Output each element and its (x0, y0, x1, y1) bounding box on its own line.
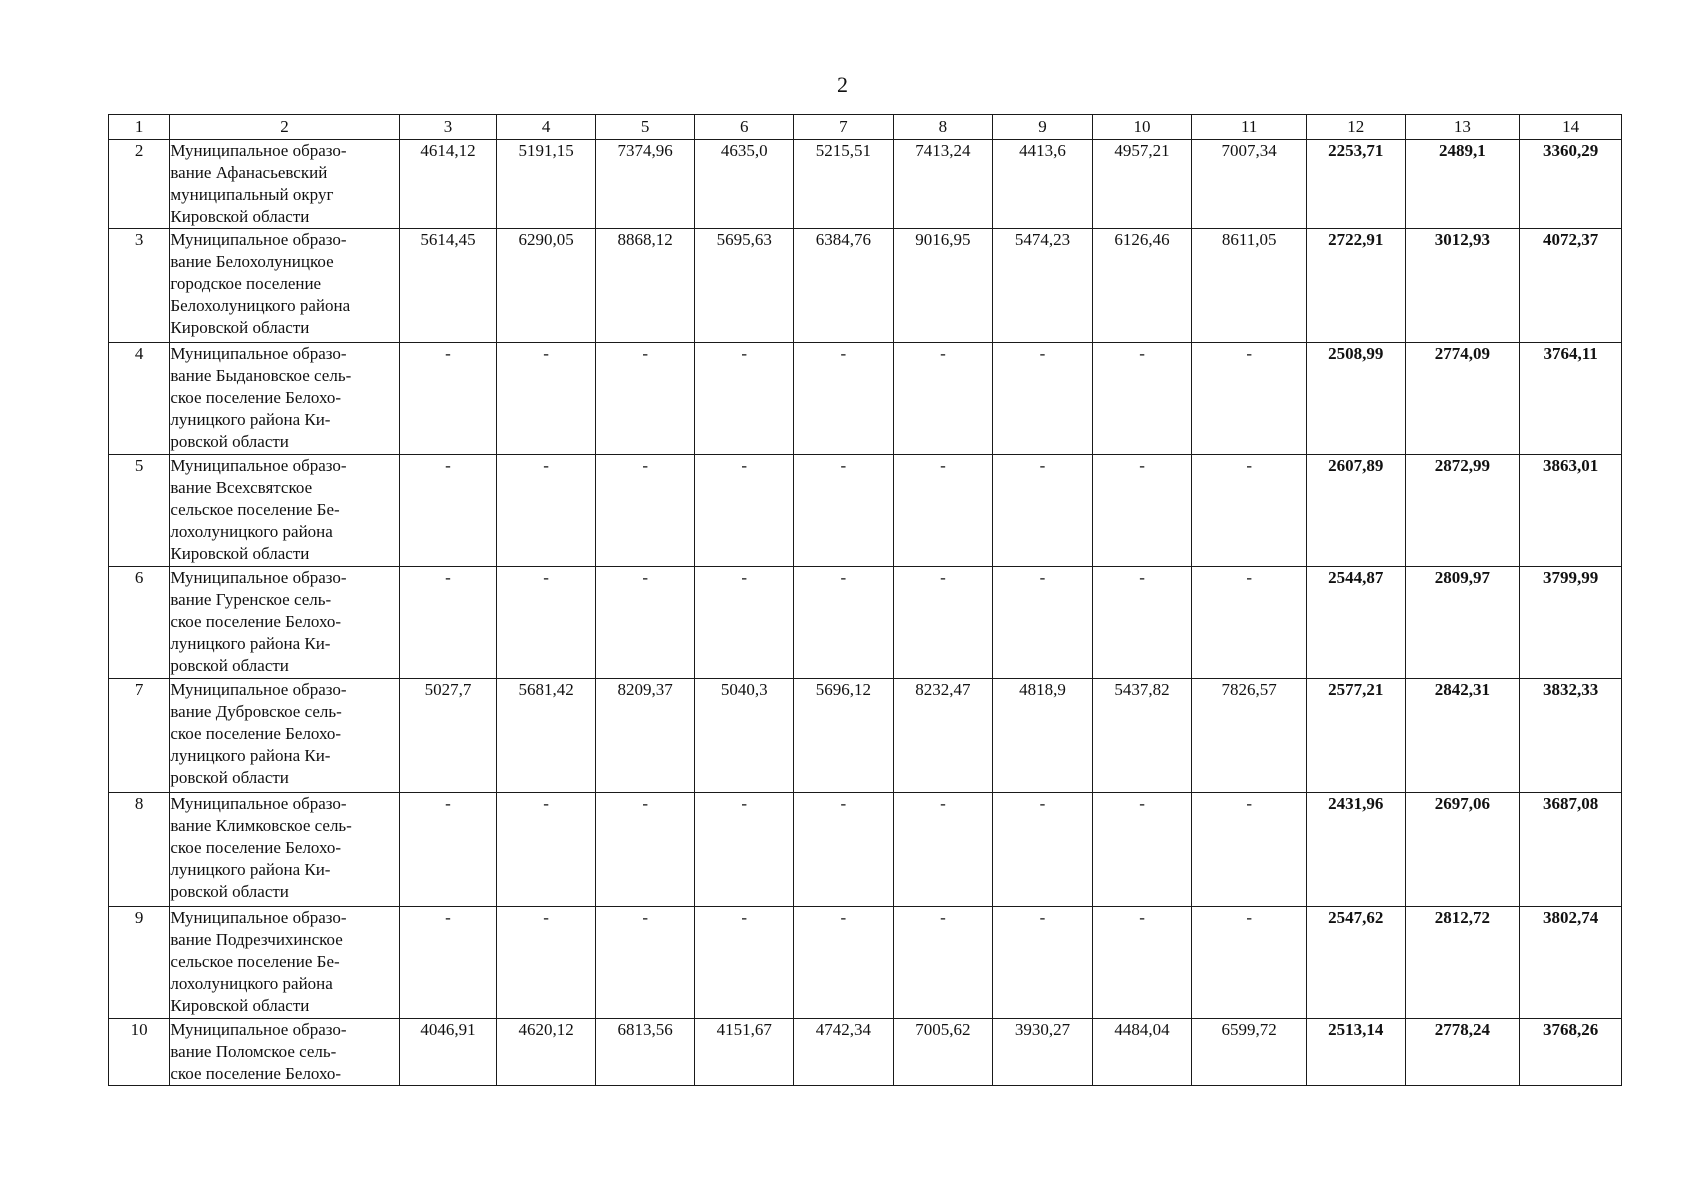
value-cell-col-6: 5695,63 (695, 229, 794, 343)
column-header-7: 7 (794, 115, 894, 140)
column-header-5: 5 (595, 115, 695, 140)
column-header-2: 2 (170, 115, 399, 140)
municipality-name: Муниципальное образо- вание Всехсвятское сельское поселение Бе- лохолуницкого района Кировской области (170, 455, 399, 567)
value-cell-col-8: - (893, 343, 993, 455)
value-cell-col-11: - (1192, 343, 1307, 455)
table-row (109, 140, 1622, 229)
row-number: 8 (109, 793, 170, 907)
value-cell-col-3: 5027,7 (399, 679, 497, 793)
value-cell-col-13: 2872,99 (1405, 455, 1520, 567)
row-number: 9 (109, 907, 170, 1019)
value-cell-col-10: - (1092, 343, 1192, 455)
value-cell-col-10: 5437,82 (1092, 679, 1192, 793)
value-cell-col-7: - (794, 907, 894, 1019)
value-cell-col-12: 2544,87 (1307, 567, 1406, 679)
municipality-name: Муниципальное образо- вание Подрезчихинское сельское поселение Бе- лохолуницкого района Кировской области (170, 907, 399, 1019)
table-body (109, 140, 1622, 1086)
value-cell-col-6: 5040,3 (695, 679, 794, 793)
value-cell-col-12: 2547,62 (1307, 907, 1406, 1019)
value-cell-col-6: - (695, 343, 794, 455)
value-cell-col-13: 2774,09 (1405, 343, 1520, 455)
value-cell-col-5: 8868,12 (595, 229, 695, 343)
value-cell-col-14: 4072,37 (1520, 229, 1622, 343)
municipality-name: Муниципальное образо- вание Дубровское сель- ское поселение Белохо- луницкого района Ки- ровской области (170, 679, 399, 793)
value-cell-col-9: - (993, 907, 1093, 1019)
value-cell-col-10: - (1092, 793, 1192, 907)
municipality-name: Муниципальное образо- вание Быдановское сель- ское поселение Белохо- луницкого района Ки- ровской области (170, 343, 399, 455)
value-cell-col-11: 6599,72 (1192, 1019, 1307, 1086)
value-cell-col-3: 5614,45 (399, 229, 497, 343)
table-row (109, 567, 1622, 679)
value-cell-col-8: - (893, 455, 993, 567)
value-cell-col-7: 6384,76 (794, 229, 894, 343)
value-cell-col-8: 9016,95 (893, 229, 993, 343)
row-number: 4 (109, 343, 170, 455)
value-cell-col-13: 2809,97 (1405, 567, 1520, 679)
value-cell-col-8: - (893, 907, 993, 1019)
page-number: 2 (837, 72, 848, 97)
value-cell-col-9: - (993, 793, 1093, 907)
column-header-10: 10 (1092, 115, 1192, 140)
row-number: 3 (109, 229, 170, 343)
value-cell-col-8: 7413,24 (893, 140, 993, 229)
value-cell-col-10: 4484,04 (1092, 1019, 1192, 1086)
table-row (109, 229, 1622, 343)
value-cell-col-4: - (497, 455, 596, 567)
value-cell-col-12: 2508,99 (1307, 343, 1406, 455)
value-cell-col-7: - (794, 793, 894, 907)
value-cell-col-14: 3360,29 (1520, 140, 1622, 229)
municipality-name: Муниципальное образо- вание Белохолуницкое городское поселение Белохолуницкого района Кировской области (170, 229, 399, 343)
value-cell-col-8: - (893, 793, 993, 907)
value-cell-col-5: - (595, 793, 695, 907)
tariff-table (108, 114, 1622, 1086)
value-cell-col-9: 4818,9 (993, 679, 1093, 793)
column-header-14: 14 (1520, 115, 1622, 140)
value-cell-col-13: 2842,31 (1405, 679, 1520, 793)
value-cell-col-5: - (595, 343, 695, 455)
value-cell-col-3: - (399, 793, 497, 907)
value-cell-col-6: - (695, 455, 794, 567)
value-cell-col-3: 4614,12 (399, 140, 497, 229)
value-cell-col-5: 8209,37 (595, 679, 695, 793)
value-cell-col-3: 4046,91 (399, 1019, 497, 1086)
value-cell-col-6: 4635,0 (695, 140, 794, 229)
value-cell-col-6: - (695, 793, 794, 907)
value-cell-col-7: - (794, 567, 894, 679)
value-cell-col-14: 3764,11 (1520, 343, 1622, 455)
municipality-name: Муниципальное образо- вание Поломское сель- ское поселение Белохо- (170, 1019, 399, 1086)
value-cell-col-12: 2577,21 (1307, 679, 1406, 793)
value-cell-col-11: - (1192, 567, 1307, 679)
value-cell-col-4: 5191,15 (497, 140, 596, 229)
row-number: 6 (109, 567, 170, 679)
value-cell-col-12: 2513,14 (1307, 1019, 1406, 1086)
value-cell-col-12: 2253,71 (1307, 140, 1406, 229)
value-cell-col-3: - (399, 907, 497, 1019)
column-header-3: 3 (399, 115, 497, 140)
column-header-8: 8 (893, 115, 993, 140)
value-cell-col-4: - (497, 567, 596, 679)
value-cell-col-13: 2489,1 (1405, 140, 1520, 229)
value-cell-col-14: 3802,74 (1520, 907, 1622, 1019)
value-cell-col-7: 4742,34 (794, 1019, 894, 1086)
value-cell-col-7: 5215,51 (794, 140, 894, 229)
value-cell-col-4: 5681,42 (497, 679, 596, 793)
value-cell-col-14: 3863,01 (1520, 455, 1622, 567)
value-cell-col-5: 6813,56 (595, 1019, 695, 1086)
value-cell-col-9: 5474,23 (993, 229, 1093, 343)
value-cell-col-11: 7007,34 (1192, 140, 1307, 229)
table-row (109, 679, 1622, 793)
table-header (109, 115, 1622, 140)
municipality-name: Муниципальное образо- вание Афанасьевский муниципальный округ Кировской области (170, 140, 399, 229)
value-cell-col-10: - (1092, 567, 1192, 679)
value-cell-col-11: - (1192, 907, 1307, 1019)
value-cell-col-8: 7005,62 (893, 1019, 993, 1086)
value-cell-col-5: - (595, 455, 695, 567)
value-cell-col-9: - (993, 567, 1093, 679)
value-cell-col-7: - (794, 455, 894, 567)
value-cell-col-10: - (1092, 907, 1192, 1019)
value-cell-col-5: 7374,96 (595, 140, 695, 229)
table-row (109, 455, 1622, 567)
value-cell-col-4: - (497, 793, 596, 907)
value-cell-col-7: 5696,12 (794, 679, 894, 793)
value-cell-col-14: 3687,08 (1520, 793, 1622, 907)
value-cell-col-13: 2778,24 (1405, 1019, 1520, 1086)
column-header-9: 9 (993, 115, 1093, 140)
value-cell-col-10: - (1092, 455, 1192, 567)
value-cell-col-4: 4620,12 (497, 1019, 596, 1086)
value-cell-col-3: - (399, 455, 497, 567)
value-cell-col-9: 4413,6 (993, 140, 1093, 229)
column-header-1: 1 (109, 115, 170, 140)
value-cell-col-14: 3768,26 (1520, 1019, 1622, 1086)
value-cell-col-8: - (893, 567, 993, 679)
value-cell-col-4: - (497, 343, 596, 455)
value-cell-col-12: 2431,96 (1307, 793, 1406, 907)
column-header-6: 6 (695, 115, 794, 140)
row-number: 2 (109, 140, 170, 229)
value-cell-col-14: 3799,99 (1520, 567, 1622, 679)
value-cell-col-9: - (993, 343, 1093, 455)
municipality-name: Муниципальное образо- вание Климковское сель- ское поселение Белохо- луницкого района Ки- ровской области (170, 793, 399, 907)
value-cell-col-11: - (1192, 455, 1307, 567)
table-row (109, 343, 1622, 455)
value-cell-col-11: 7826,57 (1192, 679, 1307, 793)
value-cell-col-6: - (695, 907, 794, 1019)
value-cell-col-8: 8232,47 (893, 679, 993, 793)
column-header-11: 11 (1192, 115, 1307, 140)
value-cell-col-7: - (794, 343, 894, 455)
value-cell-col-9: 3930,27 (993, 1019, 1093, 1086)
value-cell-col-13: 3012,93 (1405, 229, 1520, 343)
value-cell-col-4: 6290,05 (497, 229, 596, 343)
row-number: 7 (109, 679, 170, 793)
value-cell-col-13: 2697,06 (1405, 793, 1520, 907)
table-row (109, 907, 1622, 1019)
row-number: 10 (109, 1019, 170, 1086)
value-cell-col-10: 4957,21 (1092, 140, 1192, 229)
value-cell-col-5: - (595, 907, 695, 1019)
value-cell-col-5: - (595, 567, 695, 679)
value-cell-col-13: 2812,72 (1405, 907, 1520, 1019)
column-header-12: 12 (1307, 115, 1406, 140)
value-cell-col-9: - (993, 455, 1093, 567)
value-cell-col-10: 6126,46 (1092, 229, 1192, 343)
value-cell-col-3: - (399, 343, 497, 455)
municipality-name: Муниципальное образо- вание Гуренское сель- ское поселение Белохо- луницкого района Ки- ровской области (170, 567, 399, 679)
value-cell-col-11: - (1192, 793, 1307, 907)
value-cell-col-12: 2607,89 (1307, 455, 1406, 567)
value-cell-col-11: 8611,05 (1192, 229, 1307, 343)
column-header-4: 4 (497, 115, 596, 140)
value-cell-col-14: 3832,33 (1520, 679, 1622, 793)
column-header-13: 13 (1405, 115, 1520, 140)
header-row (109, 115, 1622, 140)
value-cell-col-6: - (695, 567, 794, 679)
row-number: 5 (109, 455, 170, 567)
value-cell-col-3: - (399, 567, 497, 679)
table-row (109, 793, 1622, 907)
table-row (109, 1019, 1622, 1086)
value-cell-col-4: - (497, 907, 596, 1019)
value-cell-col-6: 4151,67 (695, 1019, 794, 1086)
value-cell-col-12: 2722,91 (1307, 229, 1406, 343)
